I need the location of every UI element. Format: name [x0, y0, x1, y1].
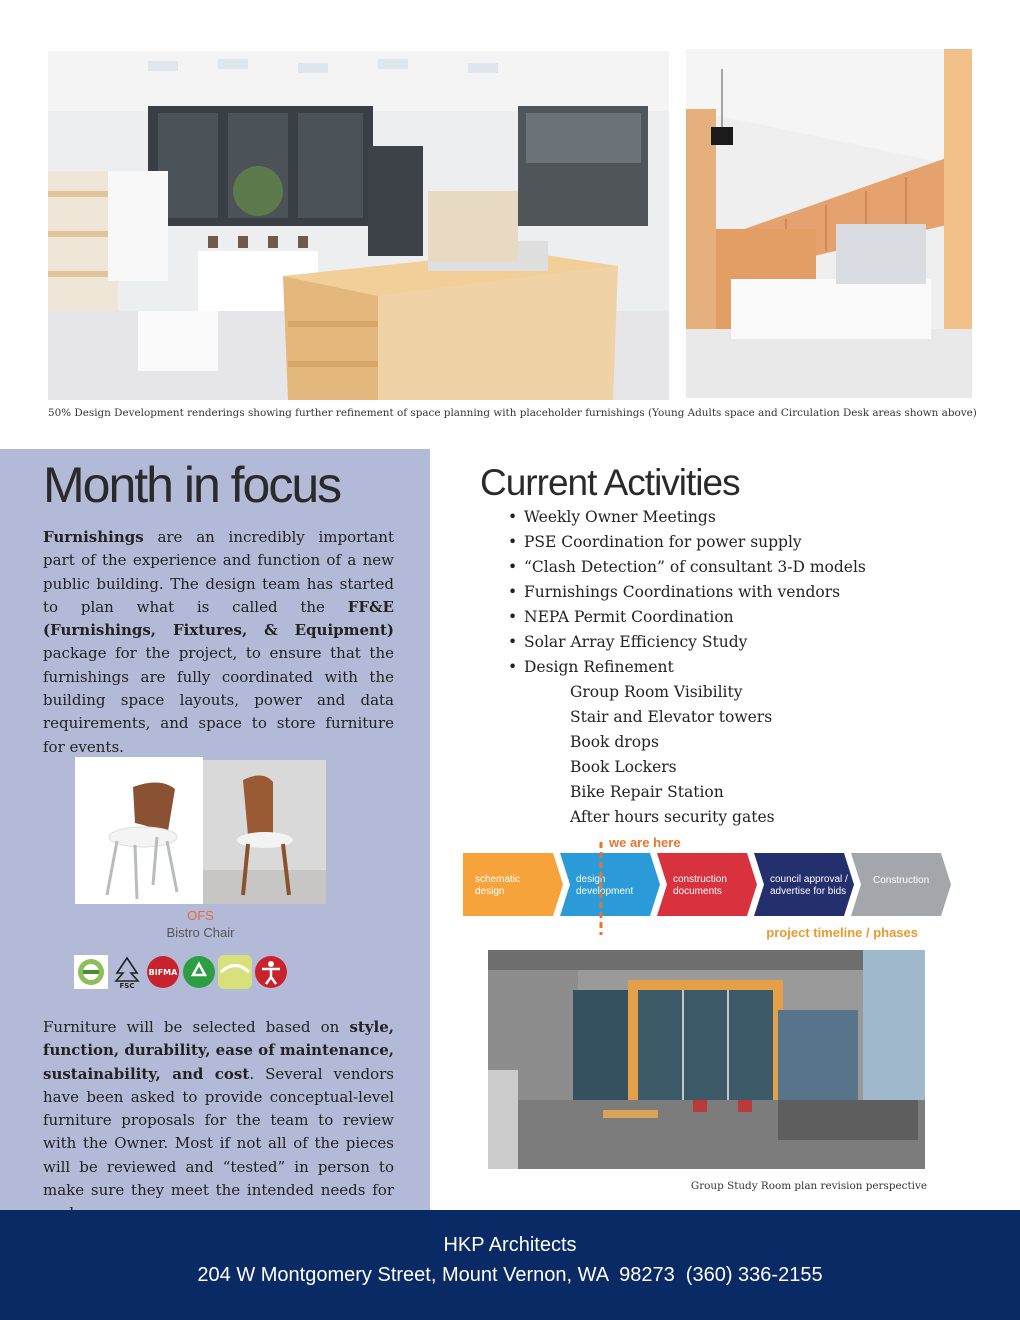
activity-item: • Design Refinement: [508, 655, 866, 680]
para1-bold-mid: FF&E (Furnishings, Fixtures, & Equipment): [43, 597, 394, 640]
recycle-icon: [182, 955, 216, 989]
subactivity-item: Stair and Elevator towers: [570, 708, 773, 726]
subactivity-item: Book Lockers: [570, 758, 677, 776]
footer-firm-name: HKP Architects: [443, 1234, 577, 1256]
bifma-icon: [146, 955, 180, 989]
subactivity-item: After hours security gates: [570, 808, 775, 826]
timeline-phase-label: advertise for bids: [770, 886, 847, 897]
para1-text-b: package for the project, to ensure that the furnishings are fully coordinated with the building space layouts, power and data requirements, and space to store furniture for events.: [43, 644, 394, 756]
project-timeline: [460, 835, 980, 945]
subactivity-item: Book drops: [570, 733, 659, 751]
timeline-phase-label: design: [475, 886, 505, 897]
para2-text-a: Furniture will be selected based on: [43, 1018, 350, 1036]
timeline-phase-label: schematic: [475, 874, 521, 885]
activities-list: [508, 505, 866, 680]
timeline-phase-label: design: [576, 874, 606, 885]
timeline-phase: [560, 853, 660, 916]
timeline-phase-label: council approval /: [770, 874, 848, 885]
activity-item: • Furnishings Coordinations with vendors: [508, 580, 866, 605]
timeline-phase-label: construction: [673, 874, 727, 885]
we-are-here-label: we are here: [609, 835, 681, 850]
subactivity-item: Bike Repair Station: [570, 783, 724, 801]
green-guard-icon: [218, 955, 252, 989]
study-room-caption: Group Study Room plan revision perspective: [690, 1180, 927, 1192]
timeline-phase-label: development: [576, 886, 634, 897]
activity-item: • “Clash Detection” of consultant 3-D models: [508, 555, 866, 580]
subactivity-item: Group Room Visibility: [570, 683, 743, 701]
activity-item: • Weekly Owner Meetings: [508, 505, 866, 530]
para1-text-a: are an incredibly important part of the experience and function of a new public building. The design team has started to plan what is called the: [43, 528, 394, 616]
design-refinement-sublist: [570, 680, 775, 830]
group-study-room-rendering: [488, 950, 925, 1169]
bistro-chair-wood-photo: [203, 760, 326, 904]
timeline-phase-label: Construction: [873, 875, 930, 886]
timeline-caption: project timeline / phases: [766, 925, 918, 940]
bifma-label: BIFMA: [148, 968, 178, 977]
timeline-phase-label: documents: [673, 886, 722, 897]
chair-name: Bistro Chair: [166, 925, 235, 940]
activity-item: • NEPA Permit Coordination: [508, 605, 866, 630]
fsc-tree-icon: [110, 955, 144, 989]
para2-text-b: . Several vendors have been asked to provide conceptual-level furniture proposals for the team to review with the Owner. Most if not all of the pieces will be reviewed and “tested” in person to make sure they meet the intended needs for: [43, 1064, 394, 1200]
footer-address: 204 W Montgomery Street, Mount Vernon, WA 98273 (360) 336-2155: [197, 1264, 823, 1286]
furnishings-paragraph: [43, 526, 394, 759]
fsc-label: FSC: [119, 982, 135, 989]
green-seal-icon: [74, 955, 108, 989]
chair-brand: OFS: [187, 908, 214, 923]
para1-bold-lead: Furnishings: [43, 528, 144, 546]
young-adults-rendering: [48, 51, 669, 400]
activity-item: • PSE Coordination for power supply: [508, 530, 866, 555]
activity-item: • Solar Array Efficiency Study: [508, 630, 866, 655]
circulation-desk-rendering: [686, 49, 972, 398]
month-in-focus-title: Month in focus: [43, 457, 341, 513]
para2-bold-mid: style, function, durability, ease of maintenance, sustainability, and cost: [43, 1018, 394, 1083]
furniture-selection-paragraph: [43, 1016, 394, 1226]
current-activities-title: Current Activities: [480, 462, 740, 503]
renderings-caption: 50% Design Development renderings showing further refinement of space planning with placeholder furnishings (Young Adults space and Circulation Desk areas shown above): [48, 407, 977, 419]
ergonomic-person-icon: [254, 955, 288, 989]
bistro-chair-white-photo: [75, 757, 203, 904]
